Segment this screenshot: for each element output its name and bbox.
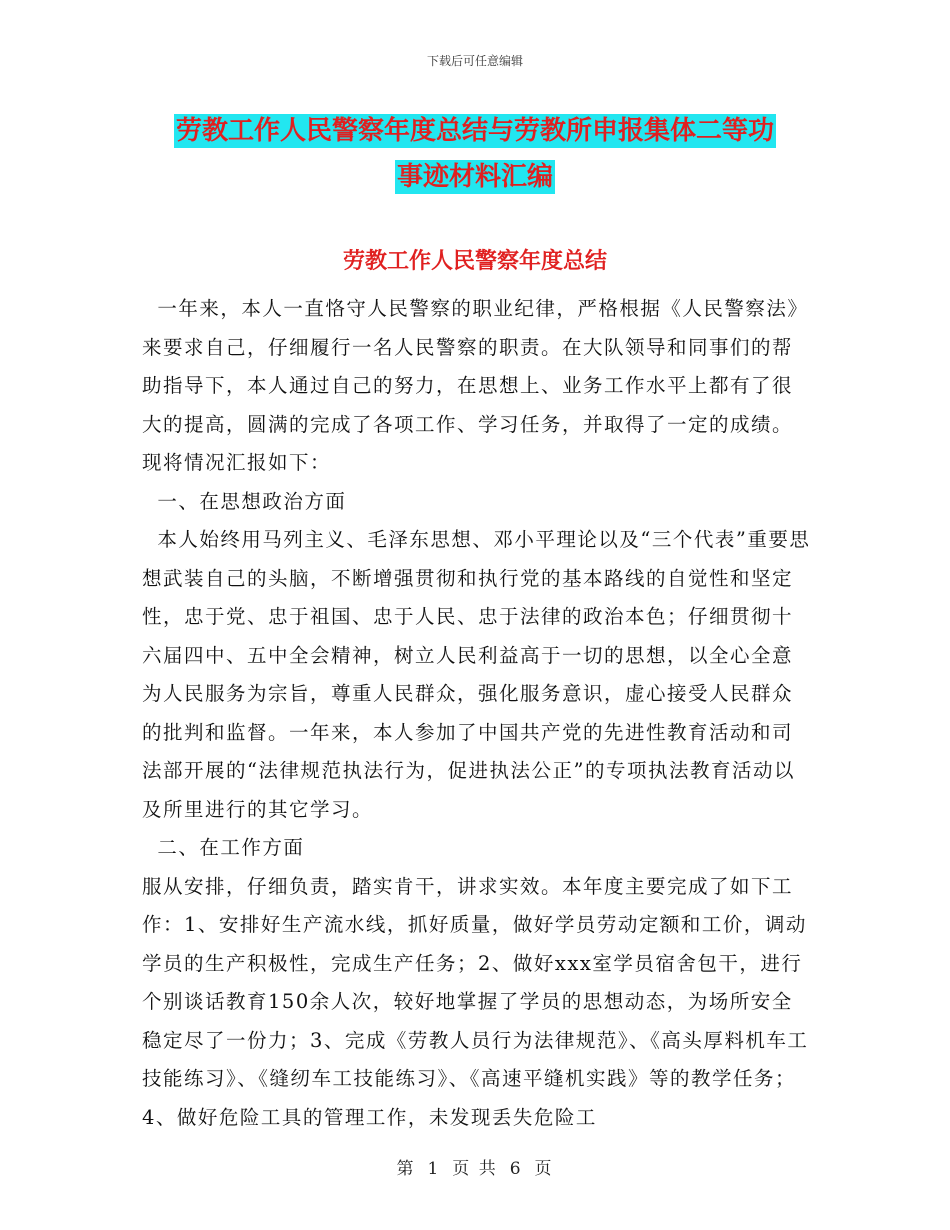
title-line-2: 事迹材料汇编 — [396, 162, 553, 192]
title-line-1: 劳教工作人民警察年度总结与劳教所申报集体二等功 — [175, 116, 774, 146]
paragraph-work: 服从安排，仔细负责，踏实肯干，讲求实效。本年度主要完成了如下工作：1、安排好生产流水线，抓好质量，做好学员劳动定额和工价，调动学员的生产积极性，完成生产任务；2、做好xxx室学员宿舍包干，进行个别谈话教育150余人次，较好地掌握了学员的思想动态，为场所安全稳定尽了一份力；3、完成《劳教人员行为法律规范》、《高头厚料机车工技能练习》、《缝纫车工技能练习》、《高速平缝机实践》等的教学任务；4、做好危险工具的管理工作，未发现丢失危险工 — [142, 874, 809, 1129]
page-footer — [0, 1154, 950, 1179]
footer-prefix: 第 — [396, 1159, 416, 1179]
heading-political: 一、在思想政治方面 — [142, 489, 347, 513]
footer-mid: 页 共 — [452, 1159, 498, 1179]
paragraph-political: 本人始终用马列主义、毛泽东思想、邓小平理论以及“三个代表”重要思想武装自己的头脑，不断增强贯彻和执行党的基本路线的自觉性和坚定性，忠于党、忠于祖国、忠于人民、忠于法律的政治本色；仔细贯彻十六届四中、五中全会精神，树立人民利益高于一切的思想，以全心全意为人民服务为宗旨，尊重人民群众，强化服务意识，虚心接受人民群众的批判和监督。一年来，本人参加了中国共产党的先进性教育活动和司法部开展的“法律规范执法行为，促进执法公正”的专项执法教育活动以及所里进行的其它学习。 — [142, 528, 811, 821]
section-title: 劳教工作人民警察年度总结 — [342, 248, 607, 274]
document-body — [142, 290, 812, 1137]
document-title — [0, 108, 950, 200]
page-number: 1 — [427, 1159, 441, 1179]
total-pages: 6 — [509, 1159, 523, 1179]
footer-suffix: 页 — [534, 1159, 554, 1179]
page-header: 下载后可任意编辑 — [426, 54, 523, 68]
paragraph-intro: 一年来，本人一直恪守人民警察的职业纪律，严格根据《人民警察法》来要求自己，仔细履行一名人民警察的职责。在大队领导和同事们的帮助指导下，本人通过自己的努力，在思想上、业务工作水平上都有了很大的提高，圆满的完成了各项工作、学习任务，并取得了一定的成绩。现将情况汇报如下： — [142, 297, 809, 474]
heading-work: 二、在工作方面 — [142, 836, 305, 859]
